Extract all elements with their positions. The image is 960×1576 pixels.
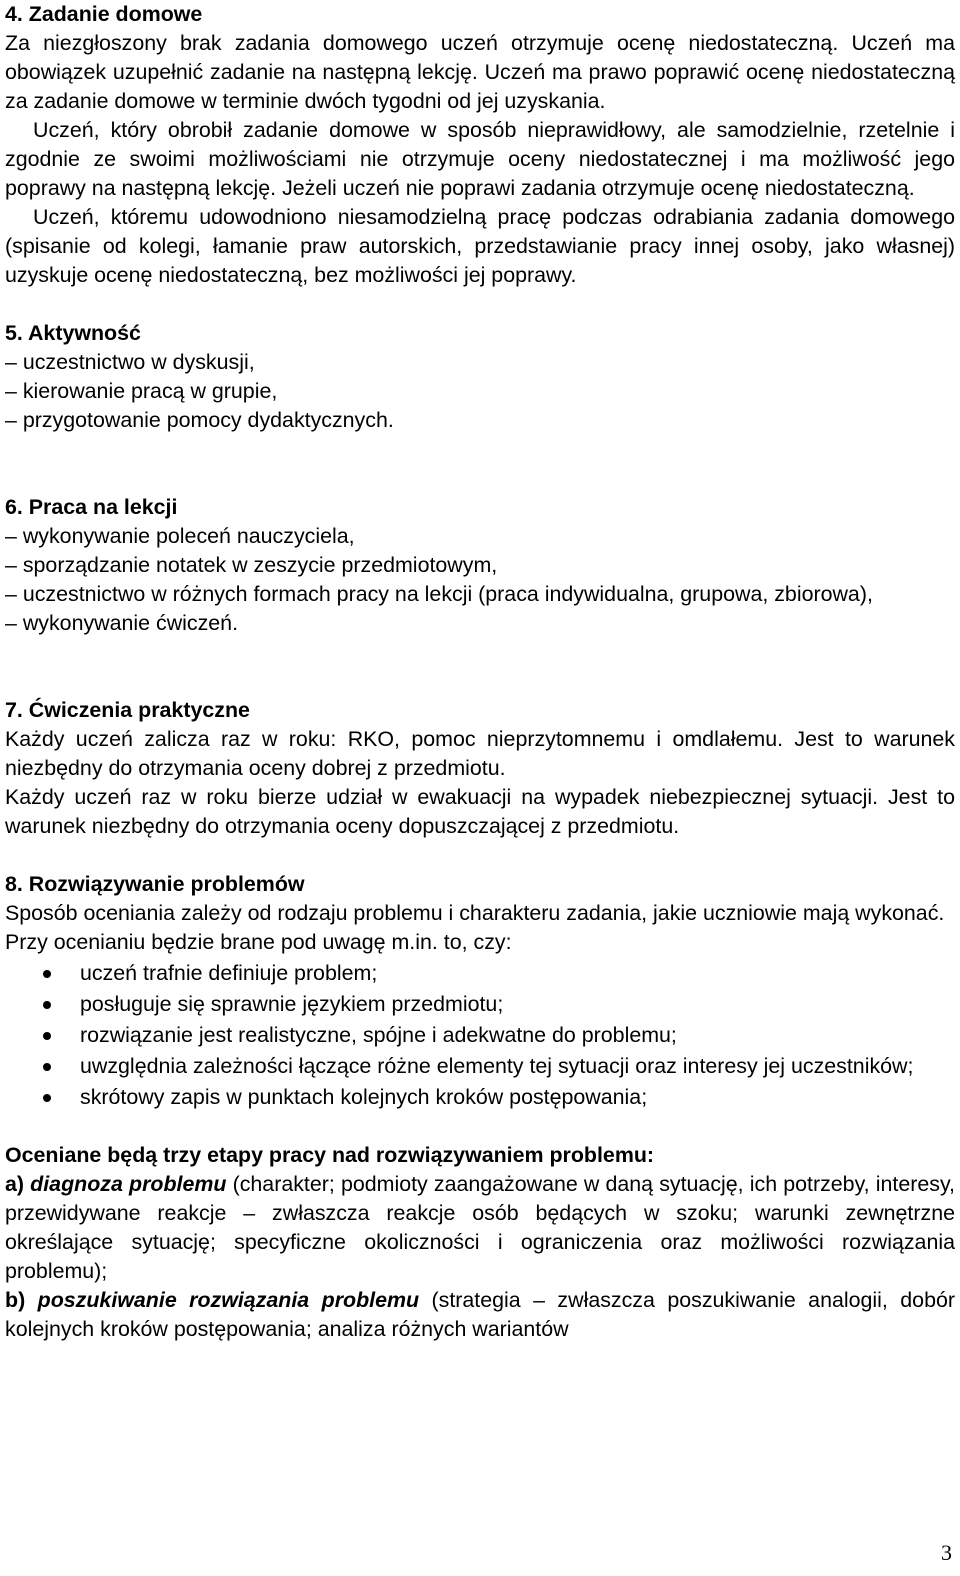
bullet-icon — [43, 1094, 51, 1102]
section-4-heading: 4. Zadanie domowe — [5, 2, 203, 26]
stage-b-letter: b) — [5, 1288, 26, 1312]
spacer — [5, 1112, 955, 1141]
section-8-intro: Sposób oceniania zależy od rodzaju problemu i charakteru zadania, jakie uczniowie mają wykonać. Przy ocenianiu będzie brane pod uwagę m.in. to, czy: — [5, 901, 945, 954]
list-item-text: uczeń trafnie definiuje problem; — [80, 961, 378, 985]
stage-a-title: diagnoza problemu — [30, 1172, 227, 1196]
stage-a-text: (charakter; podmioty zaangażowane w daną sytuację, ich potrzeby, interesy, przewidywane reakcje – zwłaszcza reakcje osób będących w szoku; warunki zewnętrzne określające sytuację; specyficzne okoliczności i ograniczenia oraz możliwości rozwiązania problemu); — [5, 1172, 956, 1283]
list-item — [5, 990, 955, 1019]
section-4-paragraph-3: Uczeń, któremu udowodniono niesamodzielną pracę podczas odrabiania zadania domowego (spisanie od kolegi, łamanie praw autorskich, przedstawianie pracy innej osoby, jako własnej) uzyskuje ocenę niedostateczną, bez możliwości jej poprawy. — [5, 205, 955, 287]
spacer — [5, 290, 955, 319]
stage-a — [5, 1170, 955, 1286]
stages-heading: Oceniane będą trzy etapy pracy nad rozwiązywaniem problemu: — [5, 1143, 655, 1167]
section-5-item: – przygotowanie pomocy dydaktycznych. — [5, 408, 394, 432]
bullet-icon — [43, 1032, 51, 1040]
section-5-heading: 5. Aktywność — [5, 321, 141, 345]
stage-b — [5, 1286, 955, 1344]
section-6-item: – uczestnictwo w różnych formach pracy na lekcji (praca indywidualna, grupowa, zbiorowa), — [5, 582, 873, 606]
list-item-text: posługuje się sprawnie językiem przedmiotu; — [80, 992, 504, 1016]
list-item-text: uwzględnia zależności łączące różne elementy tej sytuacji oraz interesy jej uczestników; — [80, 1054, 914, 1078]
section-5-item: – kierowanie pracą w grupie, — [5, 379, 278, 403]
section-5-item: – uczestnictwo w dyskusji, — [5, 350, 255, 374]
spacer — [5, 638, 955, 696]
list-item — [5, 1021, 955, 1050]
section-4-paragraph-2: Uczeń, który obrobił zadanie domowe w sposób nieprawidłowy, ale samodzielnie, rzetelnie i zgodnie ze swoimi możliwościami nie otrzymuje oceny niedostatecznej i ma możliwość jego poprawy na następną lekcję. Jeżeli uczeń nie poprawi zadania otrzymuje ocenę niedostateczną. — [5, 118, 955, 200]
list-item-text: rozwiązanie jest realistyczne, spójne i adekwatne do problemu; — [80, 1023, 677, 1047]
section-6-item: – sporządzanie notatek w zeszycie przedmiotowym, — [5, 553, 498, 577]
stage-b-title: poszukiwanie rozwiązania problemu — [37, 1288, 420, 1312]
list-item-text: skrótowy zapis w punktach kolejnych kroków postępowania; — [80, 1085, 648, 1109]
section-6-item: – wykonywanie poleceń nauczyciela, — [5, 524, 355, 548]
bullet-icon — [43, 1001, 51, 1009]
criteria-list — [5, 959, 955, 1112]
section-4-paragraph-1: Za niezgłoszony brak zadania domowego uczeń otrzymuje ocenę niedostateczną. Uczeń ma obowiązek uzupełnić zadanie na następną lekcję. Uczeń ma prawo poprawić ocenę niedostateczną za zadanie domowe w terminie dwóch tygodni od jej uzyskania. — [5, 31, 955, 113]
section-8-heading: 8. Rozwiązywanie problemów — [5, 872, 305, 896]
bullet-icon — [43, 970, 51, 978]
list-item — [5, 959, 955, 988]
bullet-icon — [43, 1063, 51, 1071]
section-6-heading: 6. Praca na lekcji — [5, 495, 178, 519]
stage-b-text: (strategia – zwłaszcza poszukiwanie analogii, dobór kolejnych kroków postępowania; analiza różnych wariantów — [5, 1288, 955, 1341]
spacer — [5, 435, 955, 493]
spacer — [5, 841, 955, 870]
stage-a-letter: a) — [5, 1172, 25, 1196]
section-6-item: – wykonywanie ćwiczeń. — [5, 611, 239, 635]
list-item — [5, 1083, 955, 1112]
page-number: 3 — [941, 1540, 952, 1565]
section-7-paragraph-2: Każdy uczeń raz w roku bierze udział w ewakuacji na wypadek niebezpiecznej sytuacji. Jest to warunek niezbędny do otrzymania oceny dopuszczającej z przedmiotu. — [5, 785, 955, 838]
section-7-paragraph-1: Każdy uczeń zalicza raz w roku: RKO, pomoc nieprzytomnemu i omdlałemu. Jest to warunek niezbędny do otrzymania oceny dobrej z przedmiotu. — [5, 727, 955, 780]
section-7-heading: 7. Ćwiczenia praktyczne — [5, 698, 250, 722]
list-item — [5, 1052, 955, 1081]
document-page — [5, 0, 955, 1344]
